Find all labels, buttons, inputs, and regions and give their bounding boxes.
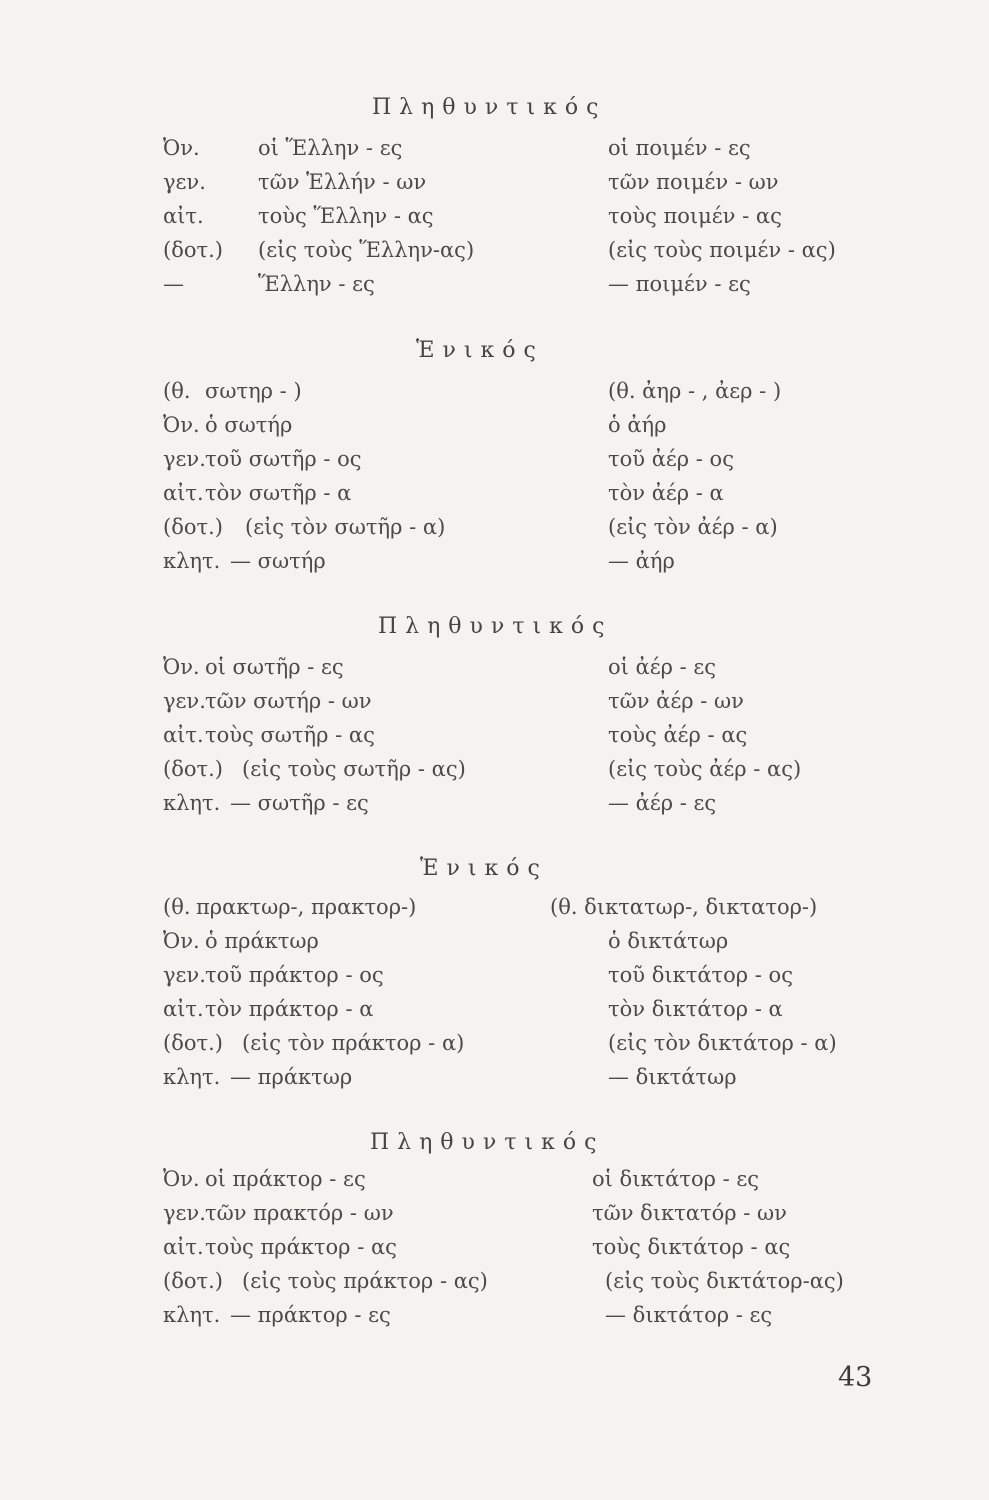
case-label: κλητ. [163,1303,221,1327]
declension-row [0,1232,989,1266]
declension-row [0,926,989,960]
form-right: (θ. δικτατωρ-, δικτατορ-) [550,895,818,919]
form-left: τοὺς σωτῆρ - ας [205,723,375,747]
case-label: γεν. [163,170,206,194]
form-right: τοῦ ἀέρ - ος [608,447,734,471]
section-heading: Πληθυντικός [372,95,607,120]
form-left: (εἰς τοὺς πράκτορ - ας) [242,1269,488,1293]
case-label: αἰτ. [163,723,204,747]
form-left: οἱ Ἕλλην - ες [258,136,403,160]
form-right: (εἰς τὸν ἀέρ - α) [608,515,778,539]
case-label: Ὀν. [163,1167,200,1191]
declension-row [0,960,989,994]
declension-row [0,994,989,1028]
case-label: (θ. [163,895,191,919]
declension-row [0,201,989,235]
declension-row [0,376,989,410]
form-right: — δικτάτωρ [608,1065,737,1089]
declension-row [0,720,989,754]
form-right: ὁ δικτάτωρ [608,929,729,953]
form-right: τοὺς ποιμέν - ας [608,204,782,228]
form-left: (εἰς τοὺς σωτῆρ - ας) [242,757,466,781]
form-right: (εἰς τοὺς ποιμέν - ας) [608,238,836,262]
form-left: — πράκτορ - ες [230,1303,391,1327]
case-label: (δοτ.) [163,238,223,262]
case-label: κλητ. [163,549,221,573]
form-right: οἱ ἀέρ - ες [608,655,717,679]
case-label: γεν. [163,963,206,987]
case-label: αἰτ. [163,1235,204,1259]
declension-row [0,546,989,580]
declension-row [0,444,989,478]
form-right: τοὺς δικτάτορ - ας [592,1235,791,1259]
form-left: — σωτήρ [230,549,326,573]
declension-row [0,1266,989,1300]
form-right: — ποιμέν - ες [608,272,751,296]
declension-row [0,410,989,444]
form-right: — ἀέρ - ες [608,791,717,815]
declension-row [0,512,989,546]
form-left: (εἰς τὸν πράκτορ - α) [242,1031,465,1055]
form-right: — ἀήρ [608,549,675,573]
form-left: σωτηρ - ) [205,379,302,403]
form-left: τῶν Ἑλλήν - ων [258,170,427,194]
section-heading: Ἑνικός [420,856,548,881]
case-label: Ὀν. [163,136,200,160]
form-left: τοῦ σωτῆρ - ος [205,447,362,471]
form-right: (εἰς τὸν δικτάτορ - α) [608,1031,837,1055]
case-label: Ὀν. [163,929,200,953]
declension-row [0,788,989,822]
case-label: αἰτ. [163,481,204,505]
form-left: (εἰς τὸν σωτῆρ - α) [245,515,446,539]
declension-row [0,754,989,788]
case-label: (δοτ.) [163,1269,223,1293]
section-heading: Πληθυντικός [370,1130,605,1155]
form-left: τῶν πρακτόρ - ων [205,1201,394,1225]
form-right: (εἰς τοὺς δικτάτορ-ας) [605,1269,844,1293]
form-left: τῶν σωτήρ - ων [205,689,372,713]
form-left: — σωτῆρ - ες [230,791,369,815]
form-right: τῶν δικτατόρ - ων [592,1201,787,1225]
form-left: Ἕλλην - ες [258,272,375,296]
case-label: γεν. [163,689,206,713]
declension-row [0,133,989,167]
form-left: οἱ πράκτορ - ες [205,1167,366,1191]
form-left: τοῦ πράκτορ - ος [205,963,384,987]
form-right: ὁ ἀήρ [608,413,667,437]
form-right: — δικτάτορ - ες [605,1303,773,1327]
declension-row [0,1198,989,1232]
form-right: τοὺς ἀέρ - ας [608,723,748,747]
form-left: τοὺς Ἕλλην - ας [258,204,434,228]
section-heading: Πληθυντικός [378,614,613,639]
case-label: — [163,272,184,296]
declension-row [0,652,989,686]
case-label: (θ. [163,379,191,403]
page-number: 43 [838,1362,873,1393]
declension-row [0,892,989,926]
declension-row [0,1062,989,1096]
form-left: — πράκτωρ [230,1065,353,1089]
case-label: αἰτ. [163,997,204,1021]
section-heading: Ἑνικός [416,338,544,363]
case-label: (δοτ.) [163,1031,223,1055]
case-label: (δοτ.) [163,515,223,539]
case-label: γεν. [163,447,206,471]
declension-row [0,1300,989,1334]
form-left: τοὺς πράκτορ - ας [205,1235,397,1259]
form-right: τοῦ δικτάτορ - ος [608,963,793,987]
form-right: (εἰς τοὺς ἀέρ - ας) [608,757,802,781]
declension-row [0,686,989,720]
declension-row [0,1164,989,1198]
case-label: Ὀν. [163,413,200,437]
form-right: (θ. ἀηρ - , ἀερ - ) [608,379,782,403]
form-left: ὁ πράκτωρ [205,929,319,953]
form-right: τὸν ἀέρ - α [608,481,724,505]
form-right: τῶν ποιμέν - ων [608,170,779,194]
form-right: οἱ δικτάτορ - ες [592,1167,760,1191]
form-left: πρακτωρ-, πρακτορ-) [196,895,417,919]
form-left: ὁ σωτήρ [205,413,293,437]
form-right: οἱ ποιμέν - ες [608,136,751,160]
case-label: κλητ. [163,791,221,815]
form-right: τῶν ἀέρ - ων [608,689,744,713]
form-right: τὸν δικτάτορ - α [608,997,783,1021]
declension-row [0,235,989,269]
declension-row [0,1028,989,1062]
declension-row [0,269,989,303]
declension-row [0,167,989,201]
case-label: γεν. [163,1201,206,1225]
case-label: Ὀν. [163,655,200,679]
declension-row [0,478,989,512]
case-label: (δοτ.) [163,757,223,781]
form-left: τὸν πράκτορ - α [205,997,374,1021]
form-left: (εἰς τοὺς Ἕλλην-ας) [258,238,475,262]
case-label: αἰτ. [163,204,204,228]
case-label: κλητ. [163,1065,221,1089]
form-left: οἱ σωτῆρ - ες [205,655,344,679]
form-left: τὸν σωτῆρ - α [205,481,352,505]
